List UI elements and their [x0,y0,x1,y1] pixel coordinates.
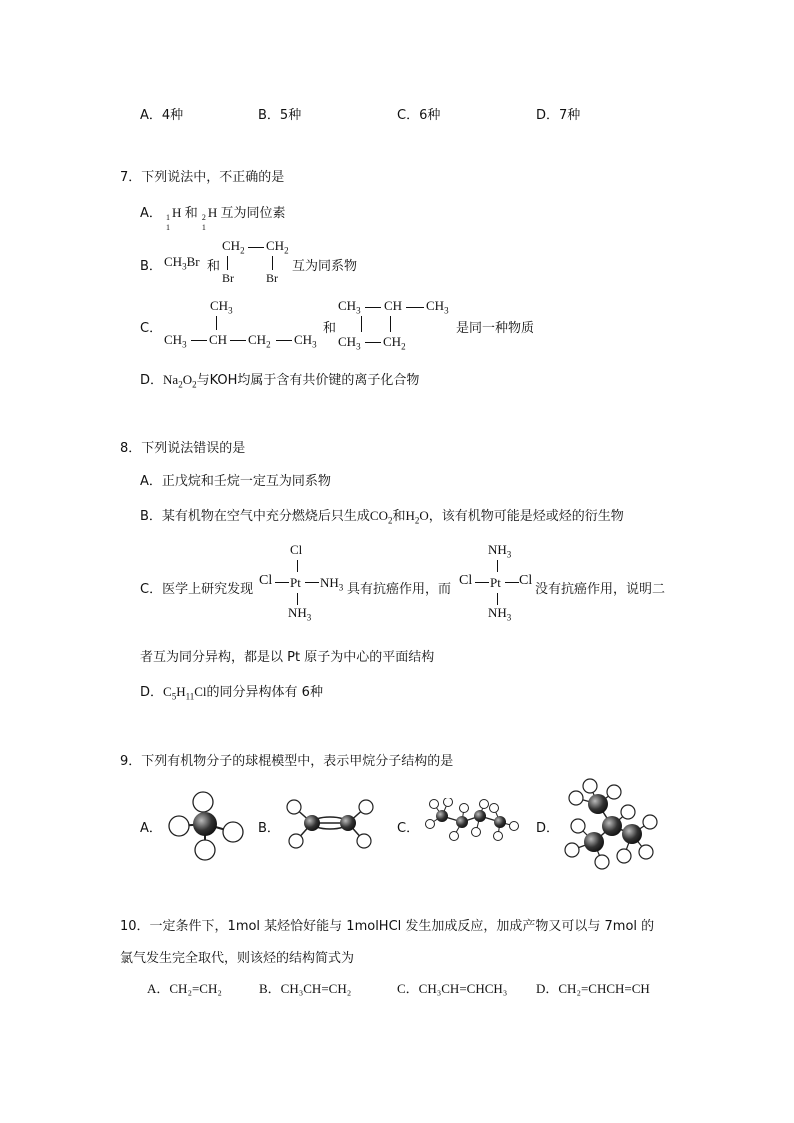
ball-stick-model-a [165,788,247,866]
q8-c-s2-bond-bottom [497,593,498,605]
q7-b-bond-br2 [272,256,273,270]
q7-b-bond-br1 [227,256,228,270]
ball-stick-model-d [562,776,664,872]
q6-option-b: B．5种 [258,108,302,123]
q6-option-d: D．7种 [536,108,581,123]
q8-c-s1-bond-right [305,582,319,583]
q7-c-m1-left: $CH_3$ [164,332,187,350]
q7-option-a [140,202,286,232]
q6-option-a: A．4种 [140,108,184,123]
q8-c-s2-left: Cl [459,573,473,588]
q8-c-s1-left: Cl [259,573,273,588]
q8-c-s1-top: Cl [290,542,303,557]
q7-b-and: 和 [207,259,221,274]
q10-option-a: A．CH₂=CH₂ [147,981,222,996]
q7-b-br2: Br [266,271,278,285]
isotope-h2: 2 1 H [201,205,218,232]
q7-b-bond [248,247,264,248]
q7-c-m2-bond3 [365,342,381,343]
q8-b-tail: ，该有机物可能是烃或烃的衍生物 [428,509,624,524]
q8-c-s2-bond-left [475,582,489,583]
q8-c-s1-bond-left [275,582,289,583]
isotope-h1: 1 1 H [166,205,182,232]
q7-b-br1: Br [222,271,234,285]
q8-c-s1-right: $NH_3$ [320,575,344,593]
q7-a-label: A． [140,206,162,221]
q7-c-m2-bond1 [365,307,381,308]
q7-c-m1-ch2: $CH_2$ [248,332,271,350]
q7-c-m1-vbond [216,316,217,330]
q8-c-s2-top: $NH_3$ [488,542,512,560]
q7-option-d [140,369,419,390]
q10-option-c: C．CH₃CH=CHCH₃ [397,981,508,996]
q7-c-m2-ch: CH [384,298,403,313]
q7-d-tail: 与KOH均属于含有共价键的离子化合物 [196,373,420,388]
q7-c-m2-right: $CH_3$ [426,298,449,316]
q8-c-s2-pt: Pt [490,575,501,590]
q8-c-s2-bottom: $NH_3$ [488,605,512,623]
q7-c-m2-bl: $CH_3$ [338,334,361,352]
q8-c-s1-bottom: $NH_3$ [288,605,312,623]
q8-stem: 8．下列说法错误的是 [120,441,246,456]
q9-label-c: C． [397,821,420,836]
q8-c-s2-bond-top [497,560,498,572]
q8-c-s1-bond-bottom [297,593,298,605]
q7-a-and: 和 [184,206,198,221]
q7-c-tail: 是同一种物质 [456,321,535,336]
q7-b-ch2-right: $CH_2$ [266,238,289,256]
q8-c-s2-right: Cl [519,573,533,588]
q8-option-b [140,505,624,526]
q7-stem: 7．下列说法中，不正确的是 [120,170,285,185]
q7-c-m1-bond3 [276,340,292,341]
q8-c-line2: 者互为同分异构，都是以 Pt 原子为中心的平面结构 [140,650,435,665]
q7-b-tail: 互为同系物 [292,259,358,274]
q8-option-d [140,681,323,702]
ball-stick-model-b [282,797,378,855]
q8-c-pre: C．医学上研究发现 [140,582,254,597]
q8-c-s1-bond-top [297,560,298,572]
q7-c-m2-bond2 [406,307,424,308]
q8-d-formula: $C_5H_{11}Cl$ [163,684,207,702]
q7-c-m2-vbond-left [361,316,362,332]
q8-b-pre: B．某有机物在空气中充分燃烧后只生成 [140,509,370,524]
q7-c-m1-top: $CH_3$ [210,298,233,316]
q8-d-tail: 的同分异构体有 6种 [206,685,323,700]
q7-c-and: 和 [323,321,337,336]
q10-stem-line1: 10．一定条件下，1mol 某烃恰好能与 1molHCl 发生加成反应，加成产物又可以与 7mol 的 [120,919,655,934]
q7-a-tail: 互为同位素 [220,206,286,221]
q10-option-d: D．CH₂=CHCH=CH [536,981,650,996]
q7-b-ch3br: $CH_3Br$ [164,254,200,272]
q7-c-m1-end: $CH_3$ [294,332,317,350]
q9-label-d: D． [536,821,560,836]
q7-c-m2-br: $CH_2$ [383,334,406,352]
q8-c-s2-bond-right [505,582,519,583]
q8-b-co2: $CO_2$ [369,508,393,526]
q10-option-b: B．CH₃CH=CH₂ [259,981,352,996]
q8-d-pre: D． [140,685,164,700]
q7-c-m1-bond2 [230,340,246,341]
q7-c-m1-bond1 [191,340,207,341]
q9-label-a: A． [140,821,162,836]
q8-c-mid: 具有抗癌作用，而 [347,582,452,597]
q9-label-b: B． [258,821,280,836]
q7-d-label: D． [140,373,164,388]
q7-c-m1-ch: CH [209,332,228,347]
q7-b-ch2-left: $CH_2$ [222,238,245,256]
q8-c-tail: 没有抗癌作用，说明二 [535,582,666,597]
q8-b-h2o: $H_2O$ [405,508,429,526]
q9-stem: 9．下列有机物分子的球棍模型中，表示甲烷分子结构的是 [120,754,454,769]
q7-b-label: B． [140,259,162,274]
q7-c-label: C． [140,321,163,336]
q8-option-a: A．正戊烷和壬烷一定互为同系物 [140,474,331,489]
q7-c-m2-left: $CH_3$ [338,298,361,316]
q6-option-c: C．6种 [397,108,441,123]
q8-c-s1-pt: Pt [290,575,301,590]
q10-stem-line2: 氯气发生完全取代，则该烃的结构简式为 [120,951,355,966]
q7-c-m2-vbond-right [390,316,391,332]
q7-d-na2o2: $Na_2O_2$ [163,372,197,390]
q8-b-and: 和 [392,509,406,524]
ball-stick-model-c [424,798,524,848]
